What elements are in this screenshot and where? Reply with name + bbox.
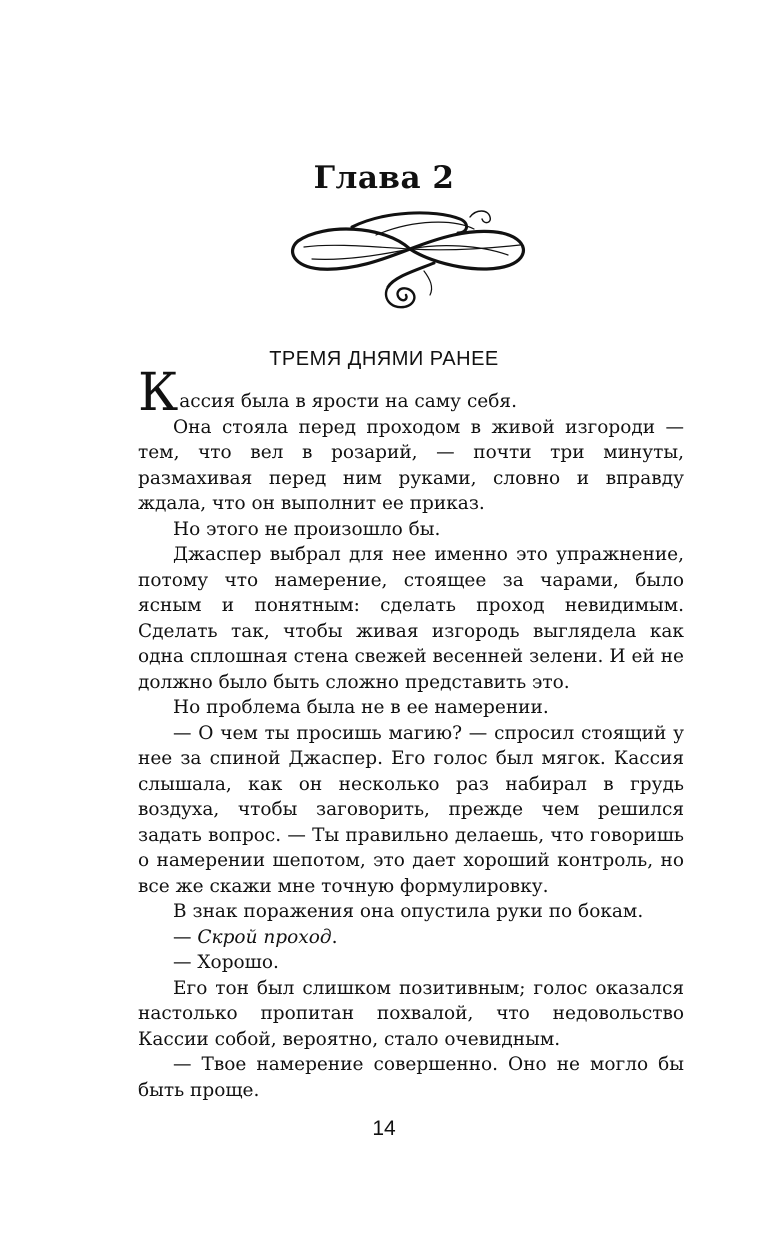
paragraph-text: ассия была в ярости на саму себя. [179, 391, 517, 412]
punctuation: . [331, 926, 338, 948]
paragraph: — О чем ты просишь магию? — спросил стоящий у нее за спиной Джаспер. Его голос был мягок. Кассия слышала, как он несколько раз набирал в грудь воздуха, чтобы заговорить, прежде чем решился задать вопрос. — Ты правильно делаешь, что говоришь о намерении шепотом, это дает хороший контроль, но все же скажи мне точную формулировку. [138, 722, 684, 897]
paragraph: Джаспер выбрал для нее именно это упражнение, потому что намерение, стоящее за чарами, было ясным и понятным: сделать проход невидимым. Сделать так, чтобы живая изгородь выглядела как одна сплошная стена свежей весенней зелени. И ей не должно было быть сложно представить это. [138, 544, 684, 693]
chapter-title: Глава 2 [313, 160, 455, 196]
dialogue-dash: — [173, 926, 198, 948]
paragraph: Она стояла перед проходом в живой изгороди — тем, что вел в розарий, — почти три минуты, размахивая перед ним руками, словно и вправду ждала, что он выполнит ее приказ. [138, 416, 684, 514]
paragraph: В знак поражения она опустила руки по бокам. [173, 901, 644, 922]
body-text [138, 363, 684, 1103]
paragraph-opening [138, 363, 684, 423]
section-subtitle: ТРЕМЯ ДНЯМИ РАНЕЕ [269, 348, 499, 370]
paragraph: Но этого не произошло бы. [173, 518, 441, 540]
paragraph-italic-dialogue [138, 925, 684, 951]
drop-cap: К [138, 363, 179, 423]
paragraph: Его тон был слишком позитивным; голос оказался настолько пропитан похвалой, что недовольство Кассии собой, вероятно, стало очевидным. [138, 977, 684, 1050]
flourish-ornament-icon [284, 205, 536, 313]
paragraph: Но проблема была не в ее намерении. [173, 697, 549, 718]
paragraph: — Твое намерение совершенно. Оно не могло бы быть проще. [138, 1054, 684, 1101]
page-number: 14 [372, 1117, 396, 1140]
italic-phrase: Скрой проход [197, 926, 332, 948]
paragraph: — Хорошо. [173, 952, 279, 973]
